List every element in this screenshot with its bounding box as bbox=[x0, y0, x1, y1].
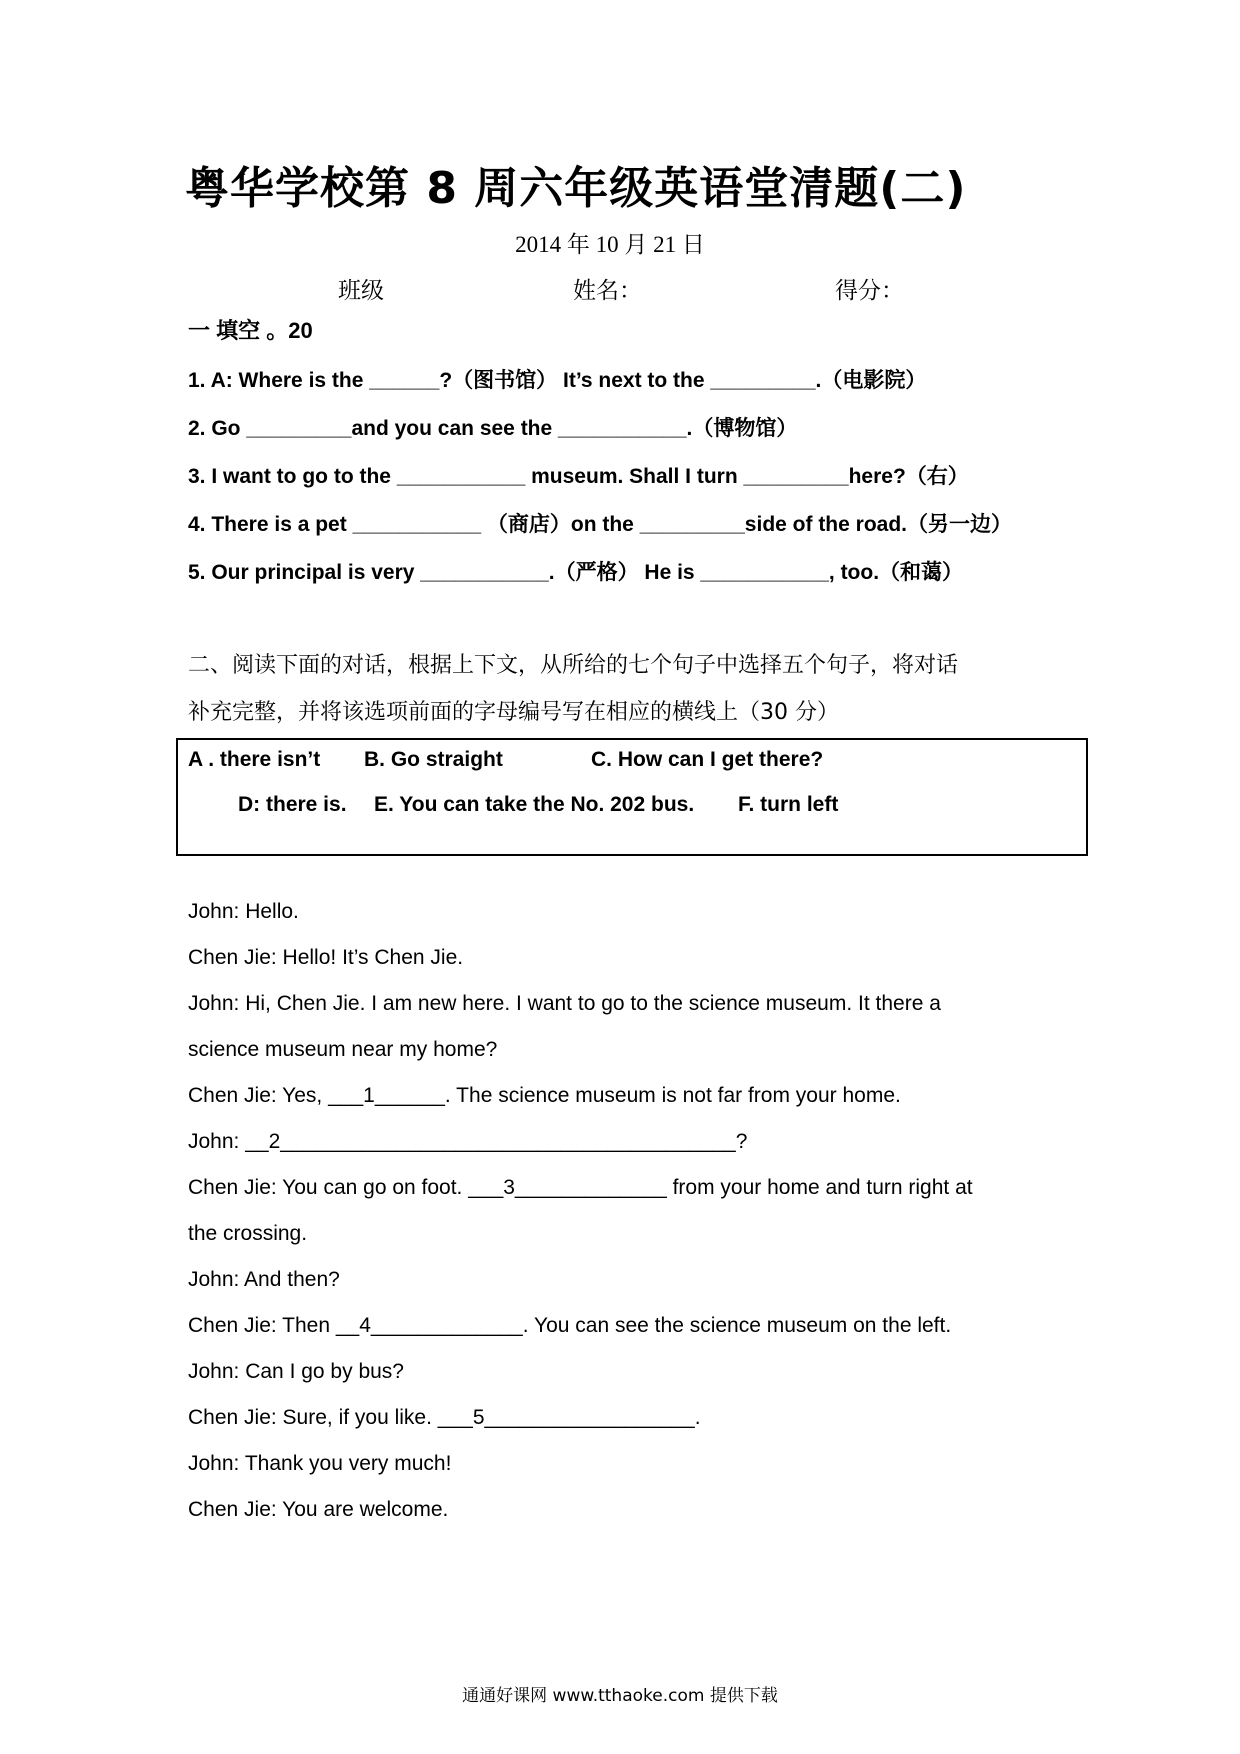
option-a: A . there isn’t bbox=[188, 748, 321, 771]
dialogue-line: Chen Jie: Hello! It’s Chen Jie. bbox=[188, 946, 464, 969]
option-b: B. Go straight bbox=[364, 748, 503, 771]
question-4: 4. There is a pet ___________ （商店）on the _________side of the road.（另一边） bbox=[188, 513, 1012, 536]
section2-instructions bbox=[188, 642, 1068, 736]
option-d: D: there is. bbox=[238, 793, 347, 816]
dialogue-line: Chen Jie: Yes, ___1______. The science museum is not far from your home. bbox=[188, 1084, 901, 1107]
dialogue-line: science museum near my home? bbox=[188, 1038, 498, 1061]
page-title: 粤华学校第 8 周六年级英语堂清题(二) bbox=[185, 163, 967, 214]
option-f: F. turn left bbox=[738, 793, 839, 816]
question-3: 3. I want to go to the ___________ museum. Shall I turn _________here?（右） bbox=[188, 465, 969, 488]
class-label: 班级 bbox=[338, 278, 384, 304]
dialogue-line: Chen Jie: Then __4_____________. You can see the science museum on the left. bbox=[188, 1314, 952, 1337]
option-c: C. How can I get there? bbox=[591, 748, 824, 771]
options-box bbox=[176, 738, 1088, 856]
question-5: 5. Our principal is very ___________.（严格） He is ___________, too.（和蔼） bbox=[188, 561, 964, 584]
instruction-line-2: 补充完整，并将该选项前面的字母编号写在相应的横线上（30 分） bbox=[188, 700, 839, 725]
dialogue-line: Chen Jie: You are welcome. bbox=[188, 1498, 449, 1521]
footer-text: 通通好课网 www.tthaoke.com 提供下载 bbox=[462, 1686, 778, 1706]
question-2: 2. Go _________and you can see the ___________.（博物馆） bbox=[188, 417, 798, 440]
dialogue-line: John: Hello. bbox=[188, 900, 299, 923]
dialogue-line: the crossing. bbox=[188, 1222, 308, 1245]
date: 2014 年 10 月 21 日 bbox=[515, 232, 705, 257]
question-1: 1. A: Where is the ______?（图书馆） It’s next to the _________.（电影院） bbox=[188, 369, 927, 392]
dialogue-line: John: And then? bbox=[188, 1268, 340, 1291]
dialogue-line: John: Thank you very much! bbox=[188, 1452, 452, 1475]
score-label: 得分： bbox=[835, 278, 904, 304]
dialogue-line: John: Hi, Chen Jie. I am new here. I want to go to the science museum. It there a bbox=[188, 992, 941, 1015]
dialogue-line: John: Can I go by bus? bbox=[188, 1360, 404, 1383]
section1-heading: 一 填空 。20 bbox=[188, 318, 313, 343]
dialogue-line: Chen Jie: Sure, if you like. ___5__________________. bbox=[188, 1406, 701, 1429]
name-label: 姓名： bbox=[573, 278, 642, 304]
dialogue-line: Chen Jie: You can go on foot. ___3_____________ from your home and turn right at bbox=[188, 1176, 973, 1199]
dialogue-line: John: __2_______________________________________? bbox=[188, 1130, 748, 1153]
option-e: E. You can take the No. 202 bus. bbox=[374, 793, 695, 816]
instruction-line-1: 二、阅读下面的对话，根据上下文，从所给的七个句子中选择五个句子，将对话 bbox=[188, 653, 959, 678]
